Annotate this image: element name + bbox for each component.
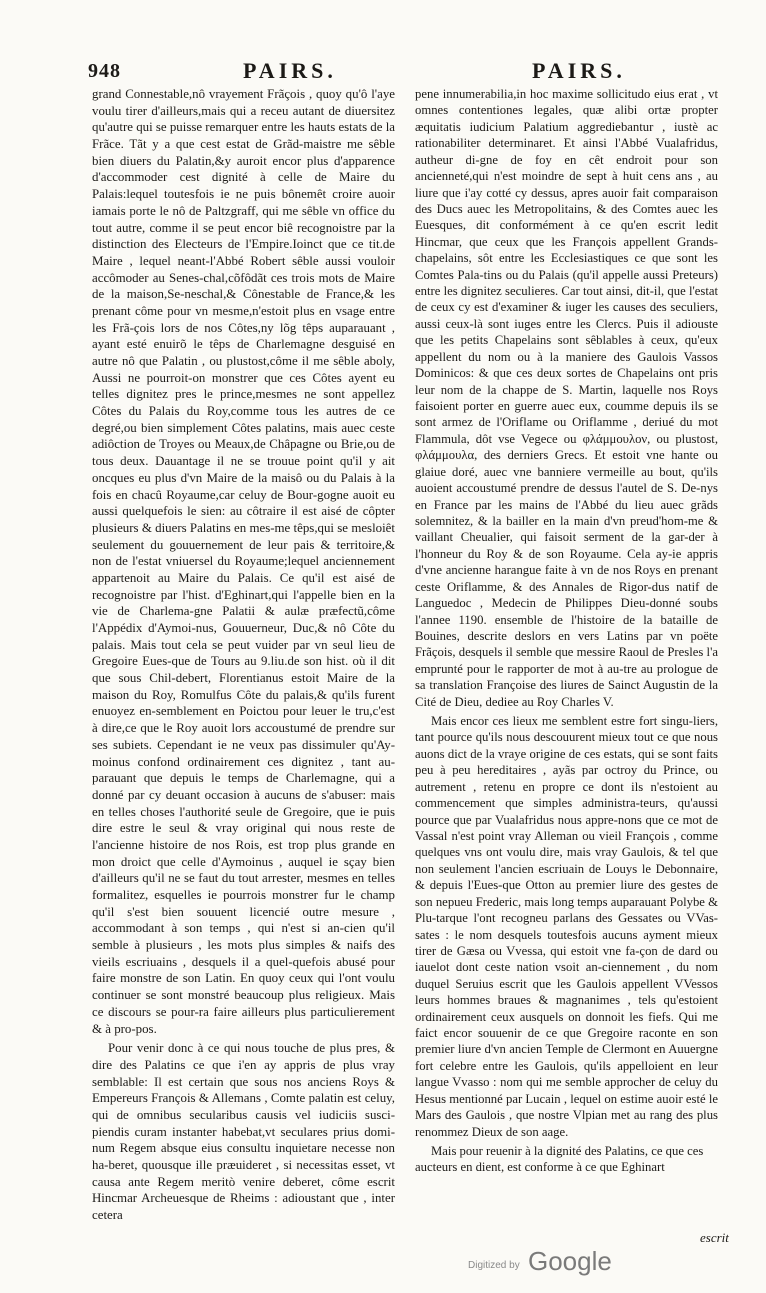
running-head-left: PAIRS. bbox=[243, 58, 337, 83]
running-head-right: PAIRS. bbox=[532, 58, 626, 83]
left-paragraph-1: grand Connestable,nô vrayement Frãçois , quoy qu'ô l'aye voulu tirer d'ailleurs,mais qui a receu autant de diuersitez qu'autre qui se puisse remarquer entre les hauts estats de la Frãce. Tãt y a que cest estat de Grãd-maistre me sêble bien diuers du Palatin,&y auroit encor plus d'apparence d'accommoder cest dignité à celle de Maire du Palais:lequel toutesfois ie ne puis bônemêt croire auoir iamais porte le nô de Paltzgraff, qui me sêble vn office du tout autre, comme il se peut encor biê recognoistre par la distinction des Electeurs de l'Empire.Ioinct que ce tit.de Maire , lequel neant-l'Abbé Robert sêble aussi vouloir accômoder au Senes-chal,cõfôdãt ces trois mots de Maire de la maison,Se-neschal,& Cônestable de France,& les prenant côme pour vn mesme,n'estoit plus en vsage entre les Frã-çois lors de nos Côtes,ny lõg têps auparauant , ayant esté enuirõ le têps de Charlemagne desguisé en autre nô que Palatin , ou plustost,côme il me sêble aboly, Aussi ne pourroit-on monstrer que ces Côtes ayent eu telles dignitez pres le prince,mesmes ne sont appellez Côtes du Palais du Roy,comme tous les autres de ce degré,ou bien simplement Côtes palatins, mais auec ceste adiôction de Troyes ou Meaux,de Châpagne ou Brie,ou de tous deux. Dauantage il ne se trouue point qu'il y ait oncques eu plus d'vn Maire de la maisô ou du Palais à la fois en chacû Royaume,car celuy de Bour-gogne auoit eu aussi quelquefois le sien: au côtraire il est aisé de côpter plusieurs & diuers Palatins en mes-me têps,qui se mesloiêt seulement du gouuernement de leur pais & territoire,& non de l'estat vniuersel du Royaume;lequel anciennement appartenoit au Maire du Palais. Ce qu'il est aisé de recognoistre par l'hist. d'Eghinart,qui l'appelle bien en la vie de Charlema-gne Palatii & aulæ præfectũ,côme l'Appédix d'Aymoi-nus, Gouuerneur, Duc,& nô Côte du palais. Mais tout cela se peut vuider par vn seul lieu de Gregoire Eues-que de Tours au 9.liu.de son hist. où il dit que sous Chil-debert, Florentianus estoit Maire de la maison du Roy, Romulfus Côte du palais,& qu'ils furent enuoyez en-semblement en Poictou pour leuer le tru,c'est à dire,ce que le Roy auoit lors accoustumé de prendre sur ses subiets. Cependant ie ne veux pas dissimuler qu'Ay-moinus confond ordinairement ces dignitez , tant au-parauant que depuis le temps de Charlemagne, qui a donné par cy deuant occasion à aucuns de s'abuser: mais en telles choses l'authorité seule de Gregoire, que ie puis dire estre le seul & vray original qui nous reste de l'ancienne histoire de nos Rois, est trop plus grande en mon droict que celle d'Aymoinus , auquel ie sçay bien d'ailleurs qu'il ne se faut du tout arrester, mesmes en telles formalitez, esquelles ie pourrois monstrer fur le champ qu'il s'est bien souuent licencié outre mesure , accommodant à son temps , qui n'est si an-cien qu'il semble à plusieurs , les mots plus simples & naifs des vieils escriuains , desquels il a quel-quefois abusé pour faire monstre de son Latin. En quoy ceux qui l'ont voulu continuer se sont monstré beaucoup plus religieux. Mais ce discours se pour-ra faire ailleurs plus particulierement & à pro-pos. bbox=[92, 87, 395, 1036]
left-paragraph-2: Pour venir donc à ce qui nous touche de plus pres, & dire des Palatins ce que i'en ay appris de plus vray semblable: Il est certain que sous nos anciens Roys & Empereurs François & Allemans , Comte palatin est celuy, qui de omnibus secularibus causis vel iudiciis susci-piendis curam instanter habebat,vt seculares prius domi-num Regem absque eius consultu inquietare necesse non ha-beret, quousque ille præuideret , si necessitas esset, vt causa ante Regem meritò venire deberet, côme escrit Hincmar Archeuesque de Rheims : adioustant que , inter cetera bbox=[92, 1041, 395, 1223]
right-paragraph-2: Mais encor ces lieux me semblent estre fort singu-liers, tant pource qu'ils nous descouurent mieux tout ce que nous auons dict de la vraye origine de ces estats, qui se sont faits peu à peu hereditaires , ayãs par octroy du Prince, ou autrement , retenu en propre ce dont ils n'estoient au commencement que simples administra-teurs, qu'aussi pource que par Vualafridus nous appre-nons que ce mot de Vassal n'est point vray Alleman ou vieil François , comme quelques vns ont voulu dire, mais vray Gaulois, & tel que non seulement l'ancien escriuain de Louys le Debonnaire, & depuis l'Eues-que Otton au premier liure des gestes de son nepueu Frederic, mais long temps auparauant Polybe & Plu-tarque l'ont recogneu parlans des Gessates ou VVas-sates : le nom desquels toutesfois aucuns ayment mieux tirer de Gæsa ou Vvessa, qui estoit vne fa-çon de dard ou iauelot dont ceste nation vsoit an-ciennement , du nom duquel Seruius escrit que les Gaulois appellent VVessos leurs hommes braues & magnanimes , tels qu'estoient ordinairement ceux ausquels on donnoit les fiefs. Qui me faict encor souuenir de ce que Gregoire raconte en son premier liure d'vn ancien Temple de Clermont en Auuergne fort celebre entre les Gaulois, qu'ils appelloient en leur langue Vvasso : nom qui me semble approcher de celuy du Hesus mentionné par Lucain , lequel on estime auoir esté le Mars des Gaulois , que nostre Vlpian met au rang des plus renommez Dieux de son aage. bbox=[415, 714, 718, 1139]
page-header bbox=[88, 58, 748, 88]
left-column bbox=[92, 86, 395, 1227]
right-paragraph-1: pene innumerabilia,in hoc maxime sollicitudo eius erat , vt omnes contentiones legales, quæ alibi ortæ propter æquitatis iudicium Palatium aggrediebantur , iustè ac rationabiliter determinaret. Et ainsi l'Abbé Vualafridus, autheur di-gne de foy en cêt endroit pour son ancienneté,qui n'est moindre de sept à huit cens ans , au liure que i'ay cotté cy dessus, apres auoir fait comparaison des Ducs auec les Metropolitains, & des Comtes auec les Euesques, dit conformément à ce qu'en escrit ledit Hincmar, que ceux que les François appellent Grands-chapelains, sôt entre les Ecclesiastiques ce que sont les Comtes Pala-tins ou du Palais (qu'il appelle aussi Preteurs) entre les dignitez seculieres. Car tout ainsi, dit-il, que l'estat de ceux cy est d'examiner & iuger les causes des seculiers, aussi ceux-là sont iuges entre les Clercs. Puis il adiouste que les petits Chapelains sont sêblables à ceux, qu'eux appellent du nom ou à la maniere des Gaulois Vassos Dominicos: & que ces deux sortes de Chapelains ont pris leur nom de la chappe de S. Martin, laquelle nos Roys faisoient porter en guerre auec eux, coumme depuis ils se sont armez de l'Oriflame ou Oriflamme , deriué du mot Flammula, dôt vse Vegece ou φλάμμουλον, ou plustost, φλάμμουλα, des derniers Grecs. Et estoit vne hante ou glaiue doré, auec vne banniere vermeille au bout, qu'ils auoient accoustumé prendre de dessus l'autel de S. De-nys en France par les mains de l'Abbé du lieu auec grãds solemnitez, & la bailler en la main d'vn preud'hom-me & vaillant Cheualier, qui faisoit serment de la gar-der à l'honneur du Roy & de son Royaume. Cela ay-ie appris d'vne ancienne harangue faite à vn de nos Roys en prenant ceste Oriflamme, & des Annales de Rigor-dus natif de Languedoc , Medecin de Philippes Dieu-donné soubs l'annee 1190. ensemble de l'histoire de la bataille de Bouines, descrite deslors en vers Latins par vn poëte Frãçois, desquels il semble que messire Raoul de Presles l'a emprunté pour le rapporter de mot à au-tre au prologue de sa translation Françoise des liures de Sainct Augustin de la Cité de Dieu, dediee au Roy Charles V. bbox=[415, 87, 718, 709]
right-paragraph-3: Mais pour reuenir à la dignité des Palatins, ce que ces aucteurs en dient, est conforme à ce que Eghinart bbox=[415, 1144, 704, 1175]
page-number: 948 bbox=[88, 60, 121, 82]
google-logo: Google bbox=[528, 1246, 612, 1276]
right-column bbox=[415, 86, 718, 1179]
catchword: escrit bbox=[700, 1230, 729, 1245]
watermark-prefix: Digitized by bbox=[468, 1260, 520, 1271]
google-watermark bbox=[468, 1246, 618, 1280]
